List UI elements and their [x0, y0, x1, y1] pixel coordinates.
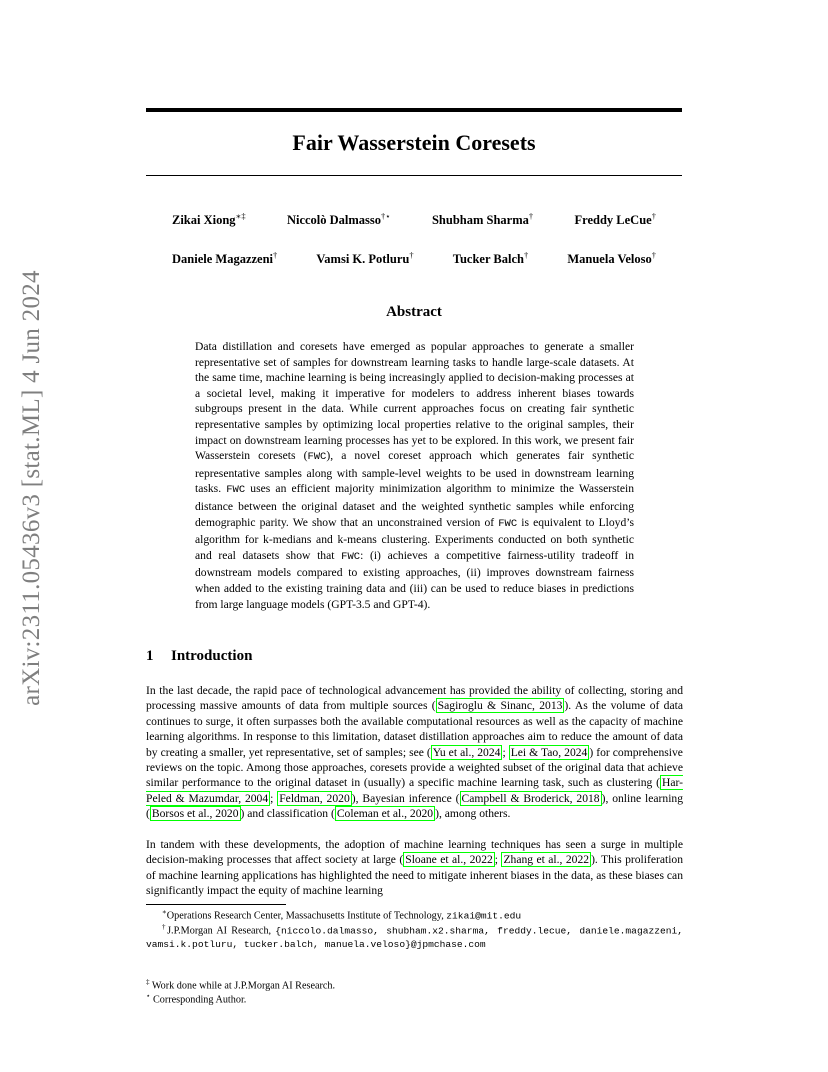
abstract-body: Data distillation and coresets have emerged as popular approaches to generate a smaller representative set of samples for downstream learning tasks to handle large-scale datasets. At the same time, machine learning is being increasingly applied to decision-making processes at a societal level, making it imperative for modelers to address inherent biases towards subgroups present in the data. While current approaches focus on creating fair synthetic representative samples by optimizing local properties relative to the original samples, their impact on downstream learning processes has yet to be explored. In this work, we present fair Wasserstein coresets (FWC), a novel coreset approach which generates fair synthetic representative samples along with sample-level weights to be used in downstream learning tasks. FWC uses an efficient majority minimization algorithm to minimize the Wasserstein distance between the original dataset and the weighted synthetic samples while enforcing demographic parity. We show that an unconstrained version of FWC is equivalent to Lloyd’s algorithm for k-medians and k-means clustering. Experiments conducted on both synthetic and real datasets show that FWC: (i) achieves a competitive fairness-utility tradeoff in downstream models compared to existing approaches, (ii) improves downstream fairness when added to the existing training data and (iii) can be used to reduce biases in predictions from large language models (GPT-3.5 and GPT-4). [195, 340, 635, 611]
citation-link[interactable]: Zhang et al., 2022 [503, 853, 590, 867]
author: Zikai Xiong∗‡ [172, 211, 246, 228]
citation-link[interactable]: Campbell & Broderick, 2018 [461, 791, 600, 805]
footnote-rule [146, 904, 286, 905]
citation-link[interactable]: Yu et al., 2024 [432, 745, 501, 759]
title-bottom-rule [146, 175, 682, 176]
fwc-acronym: FWC [226, 484, 246, 497]
author: Manuela Veloso† [567, 250, 656, 267]
fwc-acronym: FWC [498, 517, 518, 530]
author: Vamsi K. Potluru† [316, 250, 414, 267]
arxiv-id: arXiv:2311.05436v3 [stat.ML] 4 Jun 2024 [18, 269, 45, 706]
fwc-acronym: FWC [341, 550, 361, 563]
title-top-rule [146, 108, 682, 112]
citation-link[interactable]: Borsos et al., 2020 [151, 807, 239, 821]
citation-link[interactable]: Sloane et al., 2022 [405, 853, 493, 867]
author: Freddy LeCue† [574, 211, 656, 228]
citation-link[interactable]: Lei & Tao, 2024 [510, 745, 588, 759]
footnote-2: †J.P.Morgan AI Research, {niccolo.dalmasso, shubham.x2.sharma, freddy.lecue, daniele.magazzeni, vamsi.k.potluru, tucker.balch, manuela.veloso}@jpmchase.com [146, 923, 683, 951]
author: Tucker Balch† [452, 250, 529, 267]
footnote-1: ∗Operations Research Center, Massachusetts Institute of Technology, zikai@mit.edu [162, 908, 522, 922]
citation-link[interactable]: Feldman, 2020 [279, 791, 350, 805]
fwc-acronym: FWC [307, 451, 327, 464]
citation-link[interactable]: Har-Peled & Mazumdar, 2004 [146, 776, 683, 805]
author: Niccolò Dalmasso†⋆ [286, 211, 391, 228]
author: Daniele Magazzeni† [172, 250, 278, 267]
section-heading: 1 Introduction [146, 648, 253, 664]
citation-link[interactable]: Sagiroglu & Sinanc, 2013 [437, 699, 563, 713]
intro-paragraph-2: In tandem with these developments, the adoption of machine learning techniques has seen a surge in multiple decision-making processes that affect society at large ( Sloane et al., 2022 ; Zhang et al., 2022 ). This proliferation of machine learning applications has highlighted the need to mitigate inherent biases in the data, as these biases can significantly impact the equity of machine learning [146, 838, 684, 898]
author: Shubham Sharma† [431, 211, 534, 228]
footnote-4: ⋆ Corresponding Author. [146, 992, 247, 1006]
authors-row-1 [146, 211, 682, 228]
paper-title: Fair Wasserstein Coresets [292, 130, 536, 155]
arxiv-watermark [14, 269, 50, 706]
abstract-heading: Abstract [386, 304, 442, 320]
citation-link[interactable]: Coleman et al., 2020 [336, 807, 434, 821]
authors-row-2 [146, 250, 682, 267]
intro-paragraph-1: In the last decade, the rapid pace of technological advancement has provided the ability of collecting, storing and processing massive amounts of data from multiple sources ( Sagiroglu & Sinanc, 2013 ). As the volume of data continues to surge, it often surpasses both the available computational resources as well as the capacity of machine learning algorithms. In response to this limitation, dataset distillation approaches aim to reduce the amount of data by creating a smaller, yet representative, set of samples; see ( Yu et al., 2024 ; Lei & Tao, 2024 ) for comprehensive reviews on the topic. Among those approaches, coresets provide a weighted subset of the original data that achieve similar performance to the original dataset in (usually) a specific machine learning task, such as clustering ( Har-Peled & Mazumdar, 2004 ; Feldman, 2020 ), Bayesian inference ( Campbell & Broderick, 2018 ), online learning ( Borsos et al., 2020 ) and classification ( Coleman et al., 2020 ), among others. [146, 684, 684, 821]
footnote-3: ‡ Work done while at J.P.Morgan AI Research. [146, 978, 336, 992]
